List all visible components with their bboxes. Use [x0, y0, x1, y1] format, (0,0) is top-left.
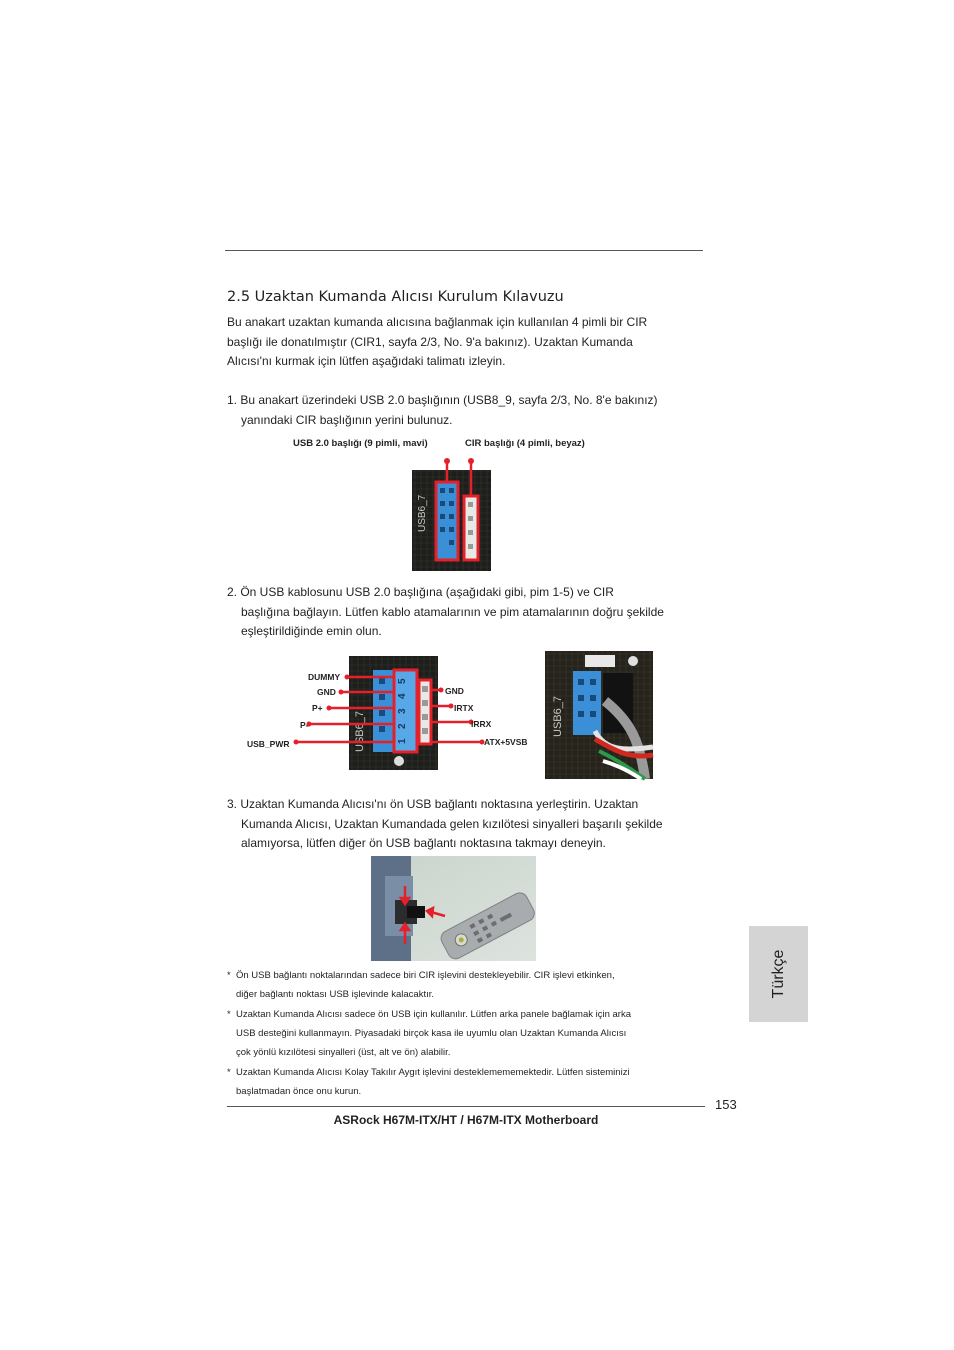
pin-label-gnd-right: GND — [445, 686, 464, 696]
language-tab — [749, 926, 808, 1022]
step-line: 1. Bu anakart üzerindeki USB 2.0 başlığının (USB8_9, sayfa 2/3, No. 8'e bakınız) — [227, 393, 658, 407]
step-line: eşleştirildiğinde emin olun. — [241, 624, 382, 638]
pin-label-usb-pwr: USB_PWR — [247, 739, 290, 749]
pin-label-irrx: IRRX — [471, 719, 492, 729]
footnote-marker: * — [227, 970, 231, 981]
step-line: yanındaki CIR başlığının yerini bulunuz. — [241, 412, 453, 427]
cir-header-caption: CIR başlığı (4 pimli, beyaz) — [465, 438, 585, 449]
language-tab-label: Türkçe — [769, 949, 787, 999]
footnote-line: başlatmadan önce onu kurun. — [236, 1086, 362, 1098]
footnote — [227, 1005, 707, 1065]
pin-label-dummy: DUMMY — [308, 672, 341, 682]
pin-number: 3 — [397, 708, 408, 714]
board-silkscreen-label: USB6_7 — [354, 711, 366, 752]
pin-number: 4 — [397, 693, 408, 699]
step-line: başlığına bağlayın. Lütfen kablo atamalarının ve pim atamalarının doğru şekilde — [241, 604, 664, 619]
intro-line: Alıcısı'nı kurmak için lütfen aşağıdaki talimatı izleyin. — [227, 354, 506, 368]
footer-title: ASRock H67M-ITX/HT / H67M-ITX Motherboard — [333, 1113, 599, 1127]
step-3 — [227, 795, 663, 854]
pin-label-p-plus: P+ — [312, 703, 323, 713]
footnote-line: Uzaktan Kumanda Alıcısı Kolay Takılır Aygıt işlevini desteklemememektedir. Lütfen sisteminizi — [236, 1067, 630, 1078]
section-heading: 2.5 Uzaktan Kumanda Alıcısı Kurulum Kılavuzu — [227, 289, 564, 305]
step-line: 3. Uzaktan Kumanda Alıcısı'nı ön USB bağlantı noktasına yerleştirin. Uzaktan — [227, 797, 639, 811]
pin-number: 1 — [397, 738, 408, 744]
footnote-text — [236, 966, 615, 1004]
footnote-text — [236, 1063, 630, 1101]
board-silkscreen-label: USB6_7 — [417, 494, 428, 532]
receiver-insertion-photo — [371, 856, 536, 961]
footnote-line: Uzaktan Kumanda Alıcısı sadece ön USB için kullanılır. Lütfen arka panele bağlamak için arka — [236, 1009, 631, 1020]
step-line: Kumanda Alıcısı, Uzaktan Kumandada gelen kızılötesi sinyalleri başarılı şekilde — [241, 816, 663, 831]
pin-label-irtx: IRTX — [454, 703, 474, 713]
page-number: 153 — [715, 1097, 737, 1112]
intro-line: başlığı ile donatılmıştır (CIR1, sayfa 2/3, No. 9'a bakınız). Uzaktan Kumanda — [227, 334, 633, 349]
pin-number: 2 — [397, 723, 408, 729]
pin-number: 5 — [397, 678, 408, 684]
pin-label-p-minus: P- — [300, 720, 309, 730]
cable-connection-photo — [545, 651, 653, 779]
footnote — [227, 1063, 707, 1103]
footnote-marker: * — [227, 1009, 231, 1020]
step-line: 2. Ön USB kablosunu USB 2.0 başlığına (aşağıdaki gibi, pim 1-5) ve CIR — [227, 585, 614, 599]
footnote-line: diğer bağlantı noktası USB işlevinde kalacaktır. — [236, 989, 435, 1001]
bottom-rule — [227, 1106, 705, 1107]
pin-label-atx5vsb: ATX+5VSB — [484, 737, 528, 747]
footnote-marker: * — [227, 1067, 231, 1078]
step-line: alamıyorsa, lütfen diğer ön USB bağlantı noktasına takmayı deneyin. — [241, 836, 606, 850]
intro-line: Bu anakart uzaktan kumanda alıcısına bağlanmak için kullanılan 4 pimli bir CIR — [227, 315, 648, 329]
footnote-line: çok yönlü kızılötesi sinyalleri (üst, alt ve ön) alabilir. — [236, 1047, 451, 1059]
footnote-line: Ön USB bağlantı noktalarından sadece biri CIR işlevini destekleyebilir. CIR işlevi etkinken, — [236, 970, 615, 981]
footnote-line: USB desteğini kullanmayın. Piyasadaki birçok kasa ile uyumlu olan Uzaktan Kumanda Alıcısı — [236, 1028, 627, 1040]
pin-label-gnd-left: GND — [317, 687, 336, 697]
usb-header-caption: USB 2.0 başlığı (9 pimli, mavi) — [293, 438, 428, 449]
footnote — [227, 966, 707, 1006]
footnote-text — [236, 1005, 631, 1063]
board-silkscreen-label: USB6_7 — [552, 696, 564, 737]
